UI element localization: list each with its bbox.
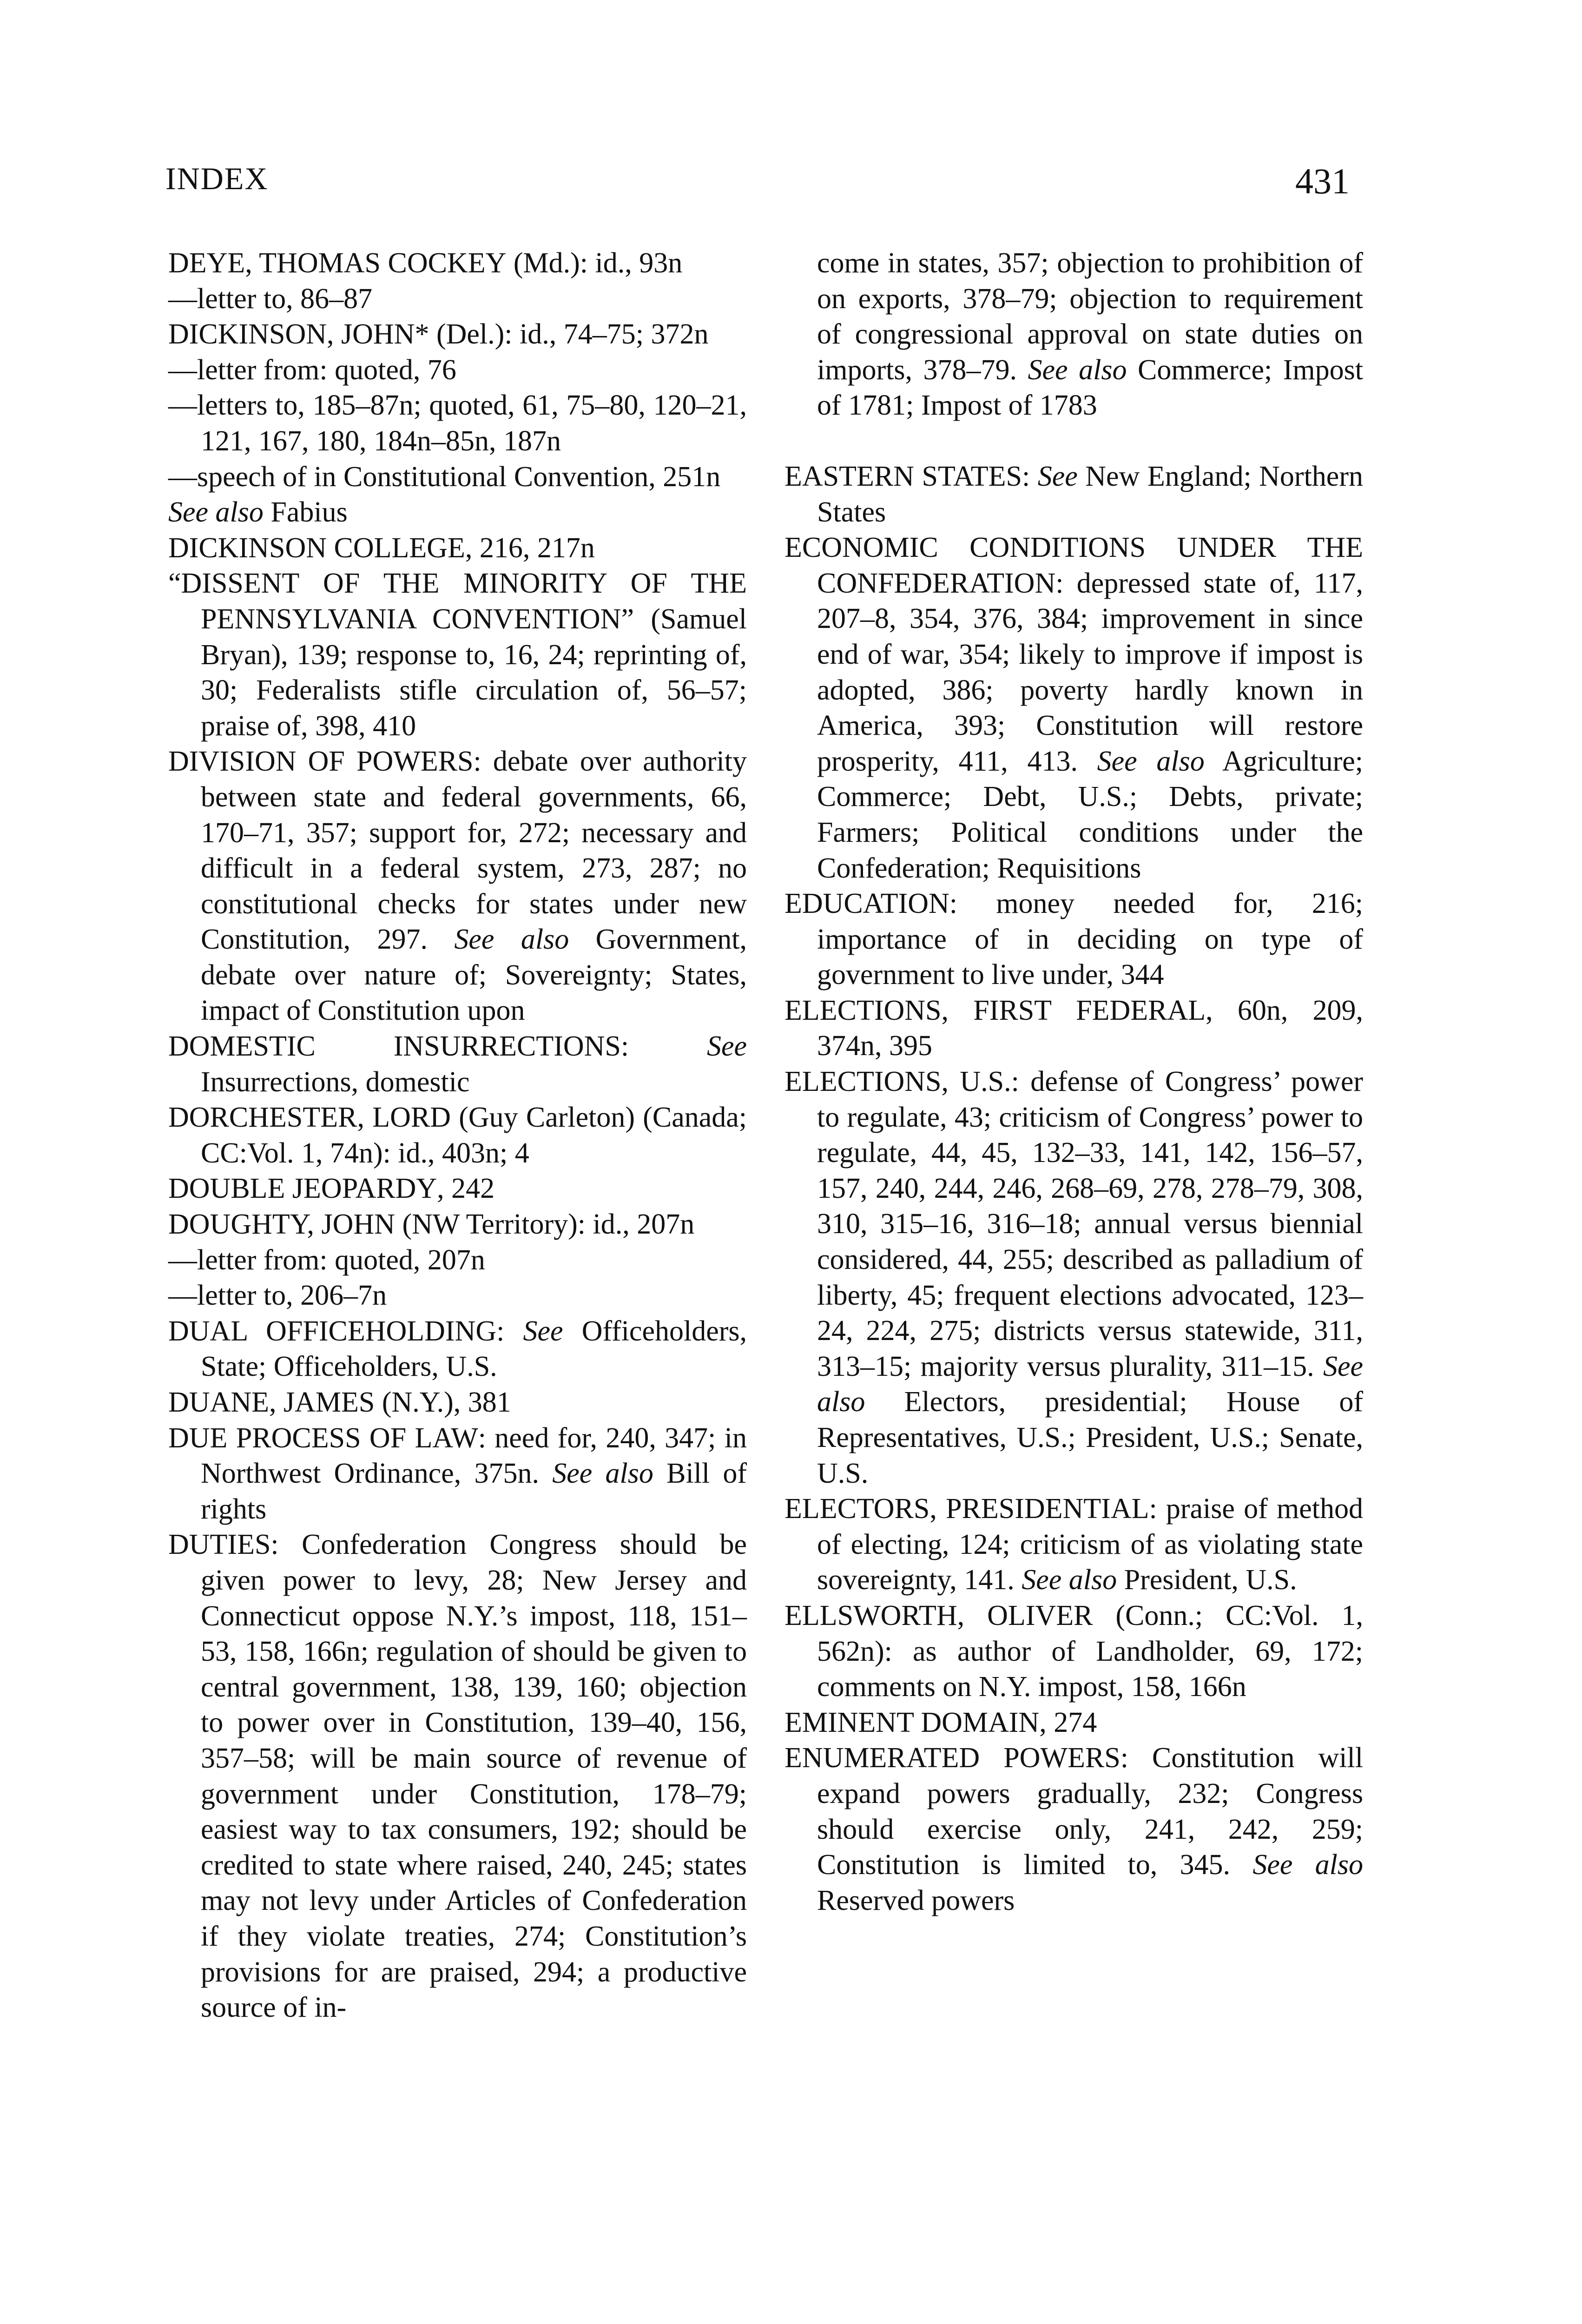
index-entry (168, 352, 747, 388)
see-also-label: See also (817, 1350, 1363, 1418)
see-also-target: President, U.S. (1117, 1564, 1297, 1596)
entry-text: : defense of Congress’ power to regulate, 43; criticism of Congress’ power to regulate, 44, 45, 132–33, 141, 142, 156–57, 157, 240, 244, 246, 268–69, 278, 278–79, 308, 310, 315–16, 316–18; annual versus biennial considered, 44, 255; described as palladium of liberty, 45; frequent elections advocated, 123–24, 224, 275; districts versus statewide, 311, 313–15; majority versus plurality, 311–15. (817, 1066, 1363, 1382)
see-also-label: See also (168, 496, 264, 528)
index-entry (168, 1385, 747, 1420)
entry-text: (Del.): id., 74–75; 372n (429, 318, 709, 350)
index-entry (168, 1420, 747, 1527)
entry-heading: ELECTIONS, U.S. (784, 1066, 1011, 1098)
index-entry (784, 1491, 1363, 1598)
index-entry (168, 1100, 747, 1171)
see-also-target: Agriculture; Commerce; Debt, U.S.; Debts, private; Farmers; Political conditions under the Confederation; Requisitions (817, 745, 1363, 884)
entry-heading: DUTIES (168, 1529, 271, 1561)
entry-heading: EMINENT DOMAIN (784, 1706, 1040, 1738)
index-entry (784, 993, 1363, 1064)
see-also-target: New England; Northern States (817, 460, 1363, 528)
index-entry (168, 459, 747, 495)
entry-text: : Confederation Congress should be given power to levy, 28; New Jersey and Connecticut oppose N.Y.’s impost, 118, 151–53, 158, 166n; regulation of should be given to central government, 138, 139, 160; objection to power over in Constitution, 139–40, 156, 357–58; will be main source of revenue of government under Constitution, 178–79; easiest way to tax consumers, 192; should be credited to state where raised, 240, 245; states may not levy under Articles of Confederation if they violate treaties, 274; Constitution’s provisions for are praised, 294; a productive source of in- (201, 1529, 747, 2024)
entry-text: (Guy Carleton) (Canada; CC:Vol. 1, 74n): id., 403n; 4 (201, 1102, 747, 1169)
see-also-label: See (523, 1315, 563, 1347)
entry-text: : depressed state of, 117, 207–8, 354, 376, 384; improvement in since end of war, 354; likely to improve if impost is adopted, 386; poverty hardly known in America, 393; Constitution will restore prosperity, 411, 413. (817, 567, 1363, 777)
index-entry (168, 1207, 747, 1242)
entry-heading: DIVISION OF POWERS (168, 746, 474, 778)
entry-heading: DEYE, THOMAS COCKEY (168, 247, 507, 279)
entry-heading: DICKINSON COLLEGE (168, 532, 465, 564)
entry-text: : (620, 1030, 707, 1063)
entry-heading: DOUBLE JEOPARDY (168, 1173, 437, 1205)
index-entry (784, 1598, 1363, 1705)
entry-heading: DORCHESTER, LORD (168, 1102, 451, 1134)
entry-gap (784, 423, 1363, 459)
index-entry (784, 1064, 1363, 1491)
index-entry (168, 744, 747, 1029)
entry-text: : (496, 1315, 523, 1347)
entry-text: —speech of in Constitutional Convention, 251n (168, 461, 721, 493)
index-entry (168, 388, 747, 459)
see-also-label: See also (1097, 745, 1205, 777)
see-also-label: See also (1022, 1564, 1117, 1596)
entry-heading: ELECTORS, PRESIDENTIAL (784, 1493, 1149, 1525)
entry-text: Fabius (263, 496, 348, 528)
see-also-target: Bill of rights (201, 1458, 747, 1525)
entry-text: —letter to, 86–87 (168, 283, 373, 315)
see-also-target: Reserved powers (817, 1884, 1015, 1916)
index-entry (168, 245, 747, 281)
entry-text: : debate over authority between state and federal governments, 66, 170–71, 357; support for, 272; necessary and difficult in a federal system, 273, 287; no constitutional checks for states under new Constitution, 297. (201, 746, 747, 956)
entry-text: : (1022, 460, 1038, 492)
index-entry (168, 530, 747, 566)
index-entry (168, 317, 747, 352)
left-column (168, 245, 747, 2026)
entry-heading: DOUGHTY, JOHN (168, 1208, 395, 1241)
see-also-label: See (1037, 460, 1078, 492)
index-entry (168, 1314, 747, 1385)
index-entry (168, 1029, 747, 1100)
entry-text: : money needed for, 216; importance of in deciding on type of government to live under, 344 (817, 888, 1363, 991)
see-also-target: Insurrections, domestic (201, 1066, 470, 1098)
entry-text: (N.Y.), 381 (375, 1386, 511, 1418)
index-entry (784, 245, 1363, 423)
see-also-target: Officeholders, State; Officeholders, U.S. (201, 1315, 747, 1383)
entry-text: , 242 (437, 1173, 495, 1205)
entry-text: (NW Territory): id., 207n (395, 1208, 695, 1241)
page-number: 431 (1295, 161, 1350, 201)
index-entry (168, 1278, 747, 1314)
entry-heading: DUAL OFFICEHOLDING (168, 1315, 497, 1347)
entry-text: , 60n, 209, 374n, 395 (817, 994, 1364, 1062)
entry-text: : need for, 240, 347; in Northwest Ordinance, 375n. (201, 1422, 747, 1490)
entry-text: —letter to, 206–7n (168, 1280, 387, 1312)
entry-heading: ECONOMIC CONDITIONS UNDER THE CONFEDERATION (784, 532, 1363, 599)
entry-text: come in states, 357; objection to prohibition of on exports, 378–79; objection to requirement of congressional approval on state duties on imports, 378–79. (817, 247, 1363, 386)
entry-text: —letter from: quoted, 76 (168, 354, 456, 386)
running-head-title: INDEX (165, 161, 269, 196)
index-entry (784, 886, 1363, 993)
see-also-target: Electors, presidential; House of Representatives, U.S.; President, U.S.; Senate, U.S. (817, 1386, 1363, 1489)
index-entry (784, 1705, 1363, 1741)
entry-text: —letters to, 185–87n; quoted, 61, 75–80, 120–21, 121, 167, 180, 184n–85n, 187n (168, 390, 747, 457)
index-entry (168, 281, 747, 317)
entry-text: , 274 (1039, 1706, 1097, 1738)
entry-text: , 216, 217n (465, 532, 595, 564)
entry-heading: ELLSWORTH, OLIVER (784, 1599, 1093, 1631)
right-column (784, 245, 1363, 1918)
index-entry (168, 1242, 747, 1278)
entry-text: (Conn.; CC:Vol. 1, 562n): as author of Landholder, 69, 172; comments on N.Y. impost, 158, 166n (817, 1599, 1363, 1703)
index-entry (168, 1527, 747, 2025)
entry-heading: DUANE, JAMES (168, 1386, 375, 1418)
see-also-target: Commerce; Impost of 1781; Impost of 1783 (817, 354, 1364, 422)
see-also-target: Government, debate over nature of; Sovereignty; States, impact of Constitution upon (201, 924, 747, 1027)
entry-text: : praise of method of electing, 124; criticism of as violating state sovereignty, 141. (817, 1493, 1363, 1596)
see-also-label: See also (552, 1458, 653, 1490)
index-entry (168, 1171, 747, 1207)
entry-heading: ELECTIONS, FIRST FEDERAL (784, 994, 1206, 1026)
entry-heading: DOMESTIC INSURRECTIONS (168, 1030, 621, 1063)
entry-heading: DICKINSON, JOHN* (168, 318, 429, 350)
see-also-label: See also (1028, 354, 1127, 386)
entry-heading: “DISSENT OF THE MINORITY OF THE PENNSYLVANIA CONVENTION” (168, 568, 747, 635)
index-entry (168, 495, 747, 530)
entry-text: (Md.): id., 93n (506, 247, 683, 279)
running-head (165, 160, 1350, 207)
index-entry (168, 566, 747, 744)
entry-text: (Samuel Bryan), 139; response to, 16, 24; reprinting of, 30; Federalists stifle circulation of, 56–57; praise of, 398, 410 (201, 603, 747, 742)
index-entry (784, 530, 1363, 886)
see-also-label: See (706, 1030, 747, 1063)
see-also-label: See also (454, 924, 569, 956)
see-also-label: See also (1252, 1849, 1363, 1881)
entry-text: : Constitution will expand powers gradually, 232; Congress should exercise only, 241, 242, 259; Constitution is limited to, 345. (817, 1742, 1363, 1881)
entry-heading: EDUCATION (784, 888, 949, 920)
entry-text: —letter from: quoted, 207n (168, 1244, 485, 1276)
entry-heading: EASTERN STATES (784, 460, 1022, 492)
index-entry (784, 1740, 1363, 1918)
index-entry (784, 459, 1363, 530)
entry-heading: DUE PROCESS OF LAW (168, 1422, 478, 1454)
entry-heading: ENUMERATED POWERS (784, 1742, 1121, 1774)
